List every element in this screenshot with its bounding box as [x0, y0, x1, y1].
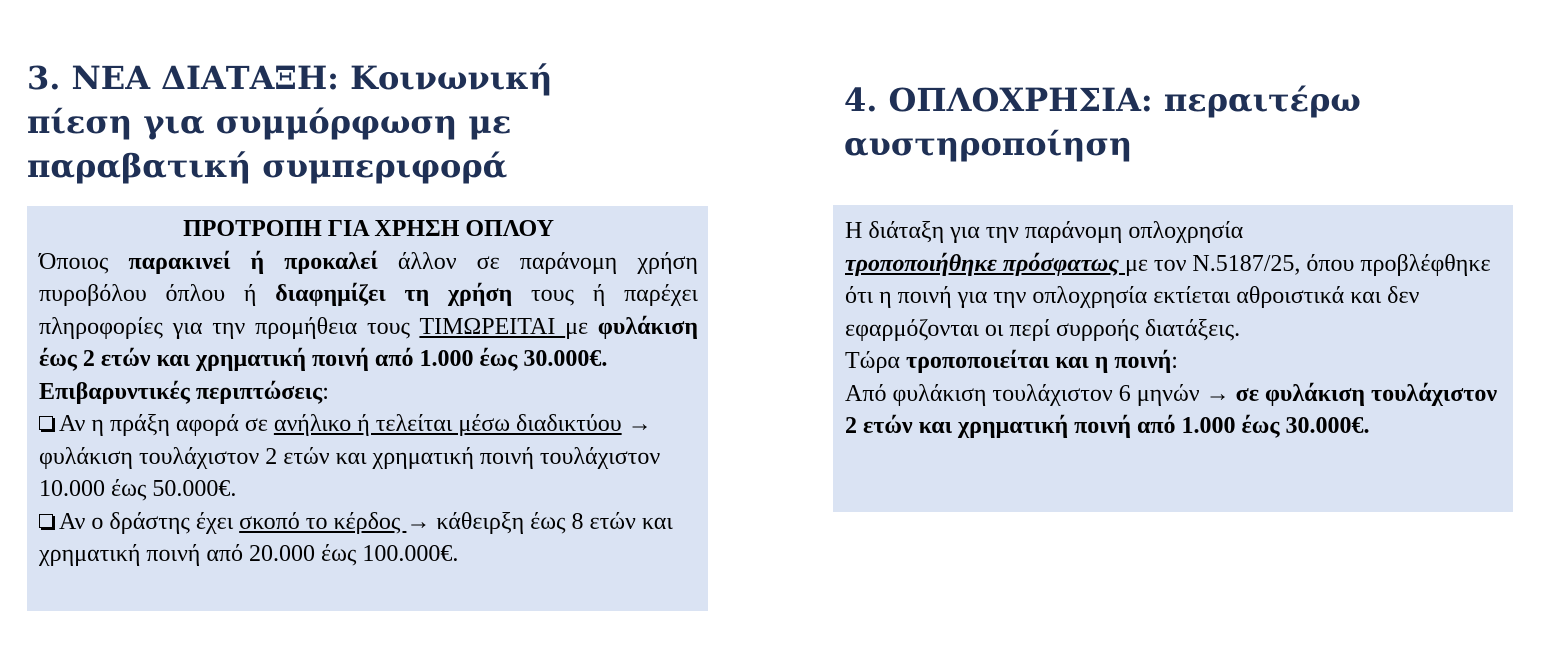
section-3-heading: 3. ΝΕΑ ΔΙΑΤΑΞΗ: Κοινωνική πίεση για συμμόρφωση με παραβατική συμπεριφορά — [27, 59, 553, 185]
aggravating-label: Επιβαρυντικές περιπτώσεις — [39, 378, 323, 405]
incitement-paragraph — [39, 246, 698, 376]
aggravating-item-minor — [39, 408, 698, 506]
text-segment: Αν ο δράστης έχει — [59, 508, 240, 535]
aggravating-item-profit — [39, 506, 698, 571]
new-penalty-paragraph — [845, 378, 1503, 443]
text-segment: → φυλάκιση τουλάχιστον 2 ετών και χρηματική ποινή τουλάχιστον 10.000 έως 50.000€. — [39, 411, 661, 502]
bold-segment: διαφημίζει τη χρήση — [275, 281, 513, 307]
bold-segment: τροποποιείται και η ποινή — [906, 348, 1172, 374]
text-segment: Όποιος — [39, 248, 129, 275]
firearm-incitement-box — [27, 206, 708, 611]
section-4-heading: 4. ΟΠΛΟΧΡΗΣΙΑ: περαιτέρω αυστηροποίηση — [844, 81, 1361, 163]
firearm-use-box — [833, 205, 1513, 512]
colon: : — [322, 378, 329, 405]
underlined-segment: ανήλικο ή τελείται μέσω διαδικτύου — [273, 411, 622, 437]
bold-segment: σε φυλάκιση τουλάχιστον 2 ετών και χρηματική ποινή από 1.000 έως 30.000€. — [845, 380, 1498, 439]
bold-italic-underlined-segment: τροποποιήθηκε πρόσφατως — [845, 250, 1125, 277]
checkbox-bullet-icon — [39, 416, 53, 430]
colon: : — [1171, 348, 1178, 374]
underlined-segment: σκοπό το κέρδος — [239, 508, 407, 535]
penalty-change-line — [845, 345, 1503, 378]
text-segment: Τώρα — [845, 348, 907, 374]
text-segment: με — [565, 313, 598, 340]
text-segment: Αν η πράξη αφορά σε — [59, 411, 274, 437]
box-title: ΠΡΟΤΡΟΠΗ ΓΙΑ ΧΡΗΣΗ ΟΠΛΟΥ — [183, 216, 554, 242]
text-segment: με τον Ν.5187/25, όπου προβλέφθηκε ότι η ποινή για την οπλοχρησία εκτίεται αθροιστικά και δεν εφαρμόζονται οι περί συρροής διατάξεις. — [845, 250, 1491, 342]
text-segment: άλλον σε παράνομη χρήση πυροβόλου όπλου ή — [39, 248, 698, 307]
amendment-paragraph — [845, 248, 1503, 346]
underlined-segment: ΤΙΜΩΡΕΙΤΑΙ — [419, 313, 566, 340]
text-segment: → κάθειρξη έως 8 ετών και χρηματική ποινή από 20.000 έως 100.000€. — [39, 508, 673, 567]
bold-segment: παρακινεί ή προκαλεί — [128, 248, 378, 275]
text-segment: τους ή παρέχει πληροφορίες για την προμήθεια τους — [39, 281, 698, 340]
aggravating-heading — [39, 376, 698, 409]
penalty-bold-segment: φυλάκιση έως 2 ετών και χρηματική ποινή από 1.000 έως 30.000€. — [39, 313, 698, 372]
checkbox-bullet-icon — [39, 514, 53, 528]
text-segment: Από φυλάκιση τουλάχιστον 6 μηνών → — [845, 380, 1236, 407]
intro-line: Η διάταξη για την παράνομη οπλοχρησία — [845, 218, 1244, 244]
